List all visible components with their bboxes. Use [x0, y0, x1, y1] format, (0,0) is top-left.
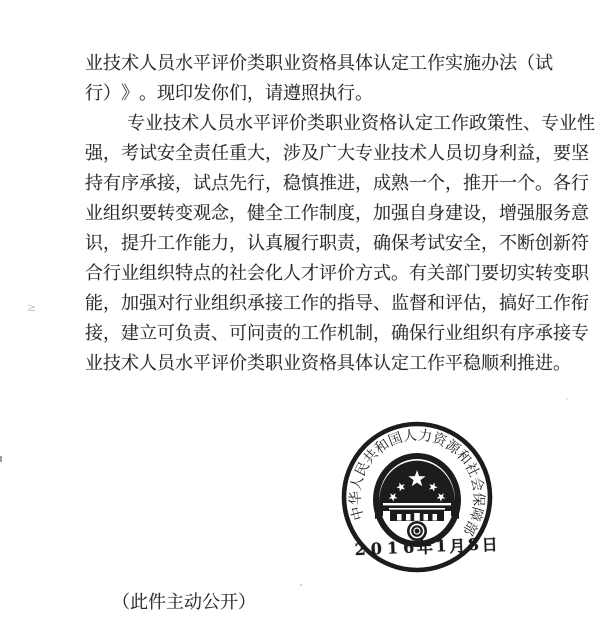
- scan-artifact: [566, 398, 568, 400]
- seal-ring-text: 中华人民共和国人力资源和社会保障部: [347, 427, 487, 539]
- document-line: 专 业 技 术 人 员 水 平 评 价 类 职 业 资 格 认 定 工 作 政 策 性 、 专 业 性: [127, 113, 595, 134]
- seal-date: 2 0 1 6 年 1 月 8 日: [354, 534, 498, 559]
- scan-artifact: [300, 584, 302, 586]
- document-line: 行 ） 》 。 现 印 发 你 们 ， 请 遵 照 执 行 。: [85, 83, 373, 104]
- document-line: 业 技 术 人 员 水 平 评 价 类 职 业 资 格 具 体 认 定 工 作 平 稳 顺 利 推 进 。: [85, 353, 571, 374]
- scan-artifact: [530, 368, 533, 371]
- scan-artifact: [0, 456, 2, 462]
- document-body: [85, 47, 595, 377]
- document-line: 业 组 织 要 转 变 观 念 ， 健 全 工 作 制 度 ， 加 强 自 身 建 设 ， 增 强 服 务 意: [85, 203, 589, 224]
- document-line: 识 ， 提 升 工 作 能 力 ， 认 真 履 行 职 责 ， 确 保 考 试 安 全 ， 不 断 创 新 符: [85, 233, 589, 254]
- scan-artifact: ≥: [27, 301, 37, 314]
- disclosure-note: （ 此 件 主 动 公 开 ）: [112, 592, 256, 613]
- document-line: 能 ， 加 强 对 行 业 组 织 承 接 工 作 的 指 导 、 监 督 和 评 估 ， 搞 好 工 作 衔: [85, 293, 589, 314]
- document-line: 业 技 术 人 员 水 平 评 价 类 职 业 资 格 具 体 认 定 工 作 实 施 办 法 （ 试: [85, 53, 553, 74]
- document-line: 持 有 序 承 接 ， 试 点 先 行 ， 稳 慎 推 进 ， 成 熟 一 个 ， 推 开 一 个 。 各 行: [85, 173, 589, 194]
- document-line: 合 行 业 组 织 特 点 的 社 会 化 人 才 评 价 方 式 。 有 关 部 门 要 切 实 转 变 职: [85, 263, 589, 284]
- document-line: 强 ， 考 试 安 全 责 任 重 大 ， 涉 及 广 大 专 业 技 术 人 员 切 身 利 益 ， 要 坚: [85, 143, 589, 164]
- document-line: 接 ， 建 立 可 负 责 、 可 问 责 的 工 作 机 制 ， 确 保 行 业 组 织 有 序 承 接 专: [85, 323, 589, 344]
- national-emblem-icon: [375, 456, 459, 544]
